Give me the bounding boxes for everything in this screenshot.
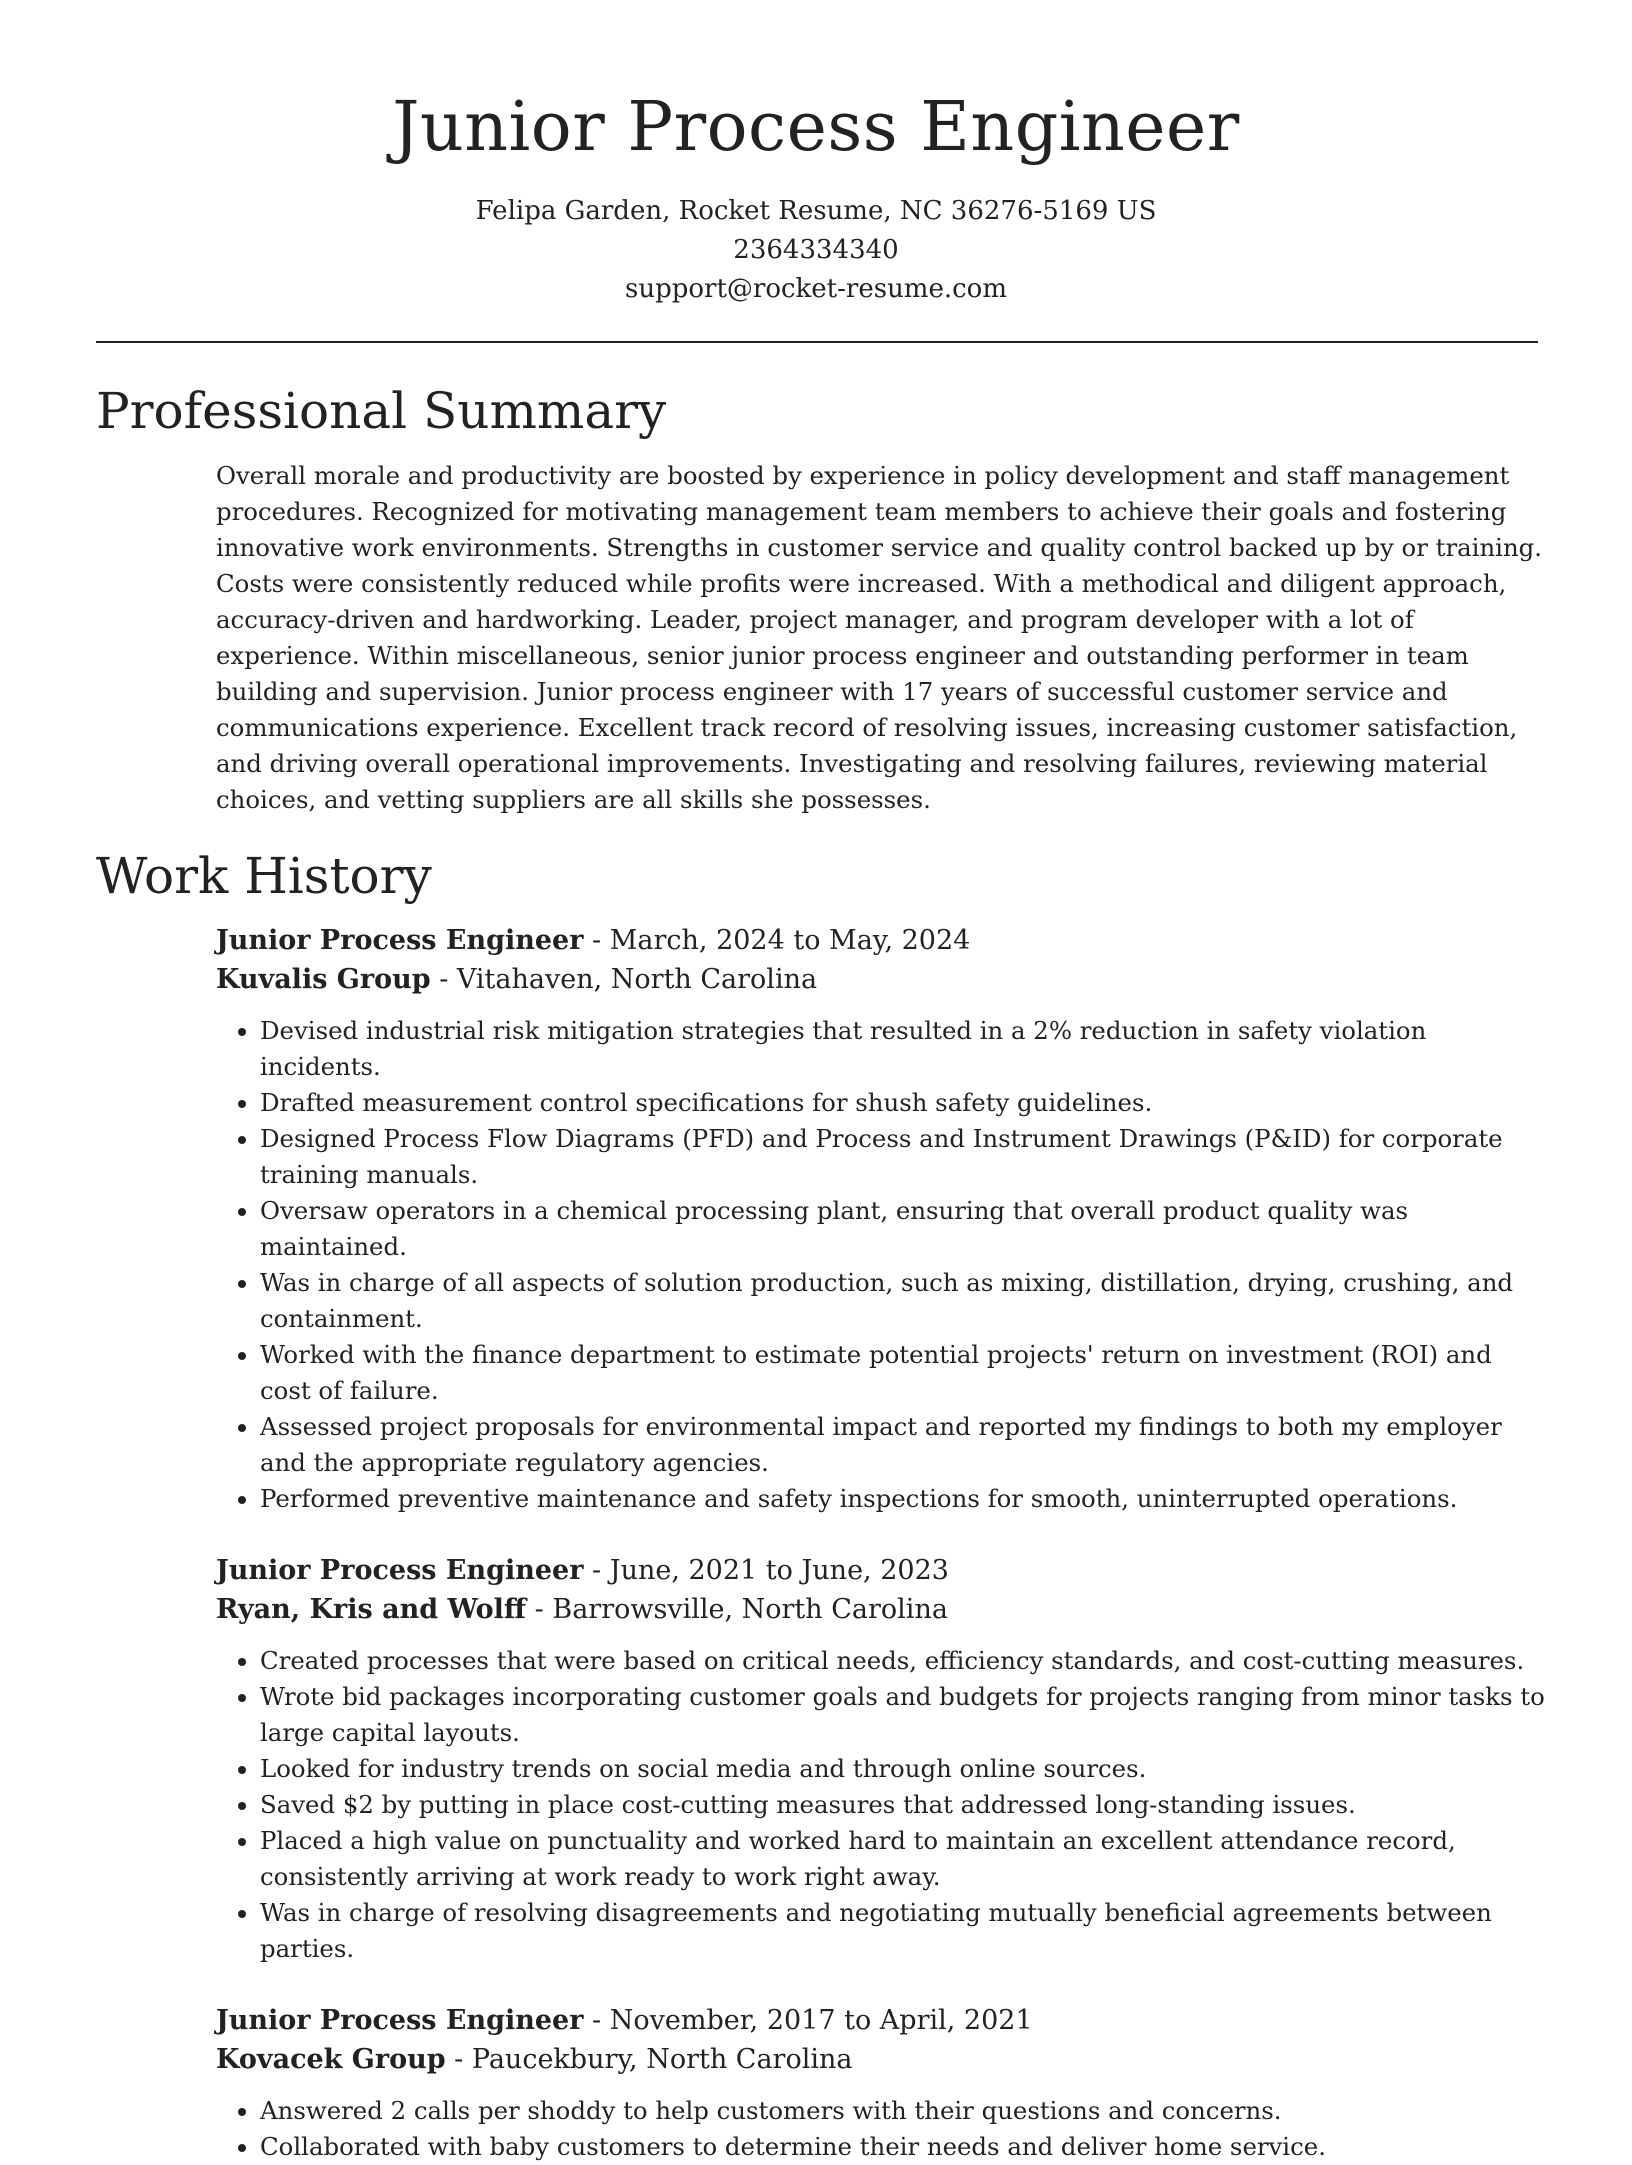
- job-bullets: [216, 2093, 1546, 2165]
- bullet-item: • Wrote bid packages incorporating customer goals and budgets for projects ranging from minor tasks to large capital layouts.: [260, 1679, 1546, 1751]
- bullet-item: • Worked with the finance department to estimate potential projects' return on investment (ROI) and cost of failure.: [260, 1337, 1546, 1409]
- job-company-line: [216, 960, 1546, 999]
- job-dates: - June, 2021 to June, 2023: [583, 1555, 949, 1586]
- job-title-line: [216, 921, 1546, 960]
- bullet-item: • Was in charge of resolving disagreements and negotiating mutually beneficial agreements between parties.: [260, 1895, 1546, 1967]
- bullet-item: • Designed Process Flow Diagrams (PFD) and Process and Instrument Drawings (P&ID) for corporate training manuals.: [260, 1121, 1546, 1193]
- bullet-item: • Looked for industry trends on social media and through online sources.: [260, 1751, 1546, 1787]
- job-entry: [216, 921, 1546, 1517]
- job-location: - Paucekbury, North Carolina: [445, 2044, 853, 2075]
- job-role: Junior Process Engineer: [216, 2005, 584, 2036]
- job-dates: - March, 2024 to May, 2024: [583, 925, 971, 956]
- bullet-item: • Created processes that were based on critical needs, efficiency standards, and cost-cutting measures.: [260, 1643, 1546, 1679]
- job-bullets: [216, 1013, 1546, 1517]
- job-location: - Barrowsville, North Carolina: [526, 1594, 948, 1625]
- job-bullets: [216, 1643, 1546, 1967]
- job-dates: - November, 2017 to April, 2021: [583, 2005, 1033, 2036]
- job-location: - Vitahaven, North Carolina: [430, 964, 818, 995]
- header-divider: [96, 341, 1538, 343]
- bullet-item: • Devised industrial risk mitigation strategies that resulted in a 2% reduction in safety violation incidents.: [260, 1013, 1546, 1085]
- job-entry: [216, 2001, 1546, 2165]
- job-title-line: [216, 2001, 1546, 2040]
- work-history-section: [96, 843, 1546, 2165]
- job-company-line: [216, 1590, 1546, 1629]
- bullet-item: • Placed a high value on punctuality and worked hard to maintain an excellent attendance record, consistently arriving at work ready to work right away.: [260, 1823, 1546, 1895]
- contact-email: support@rocket-resume.com: [624, 274, 1007, 304]
- bullet-item: • Performed preventive maintenance and safety inspections for smooth, uninterrupted operations.: [260, 1481, 1546, 1517]
- job-role: Junior Process Engineer: [216, 925, 584, 956]
- bullet-item: • Assessed project proposals for environmental impact and reported my findings to both my employer and the appropriate regulatory agencies.: [260, 1409, 1546, 1481]
- bullet-item: • Was in charge of all aspects of solution production, such as mixing, distillation, drying, crushing, and containment.: [260, 1265, 1546, 1337]
- bullet-item: • Collaborated with baby customers to determine their needs and deliver home service.: [260, 2129, 1546, 2165]
- summary-section: [96, 378, 1546, 818]
- job-company: Kovacek Group: [216, 2044, 446, 2075]
- resume-header: [0, 0, 1632, 309]
- summary-heading: Professional Summary: [96, 382, 667, 440]
- job-company: Ryan, Kris and Wolff: [216, 1594, 527, 1625]
- job-role: Junior Process Engineer: [216, 1555, 584, 1586]
- contact-phone: 2364334340: [733, 235, 899, 265]
- bullet-item: • Drafted measurement control specifications for shush safety guidelines.: [260, 1085, 1546, 1121]
- bullet-item: • Saved $2 by putting in place cost-cutting measures that addressed long-standing issues.: [260, 1787, 1546, 1823]
- job-title-line: [216, 1551, 1546, 1590]
- job-entry: [216, 1551, 1546, 1967]
- contact-address: Felipa Garden, Rocket Resume, NC 36276-5169 US: [475, 196, 1157, 226]
- job-company-line: [216, 2040, 1546, 2079]
- summary-text: Overall morale and productivity are boosted by experience in policy development and staff management procedures. Recognized for motivating management team members to achieve their goals and fostering innovative work environments. Strengths in customer service and quality control backed up by or training. Costs were consistently reduced while profits were increased. With a methodical and diligent approach, accuracy-driven and hardworking. Leader, project manager, and program developer with a lot of experience. Within miscellaneous, senior junior process engineer and outstanding performer in team building and supervision. Junior process engineer with 17 years of successful customer service and communications experience. Excellent track record of resolving issues, increasing customer satisfaction, and driving overall operational improvements. Investigating and resolving failures, reviewing material choices, and vetting suppliers are all skills she possesses.: [216, 461, 1543, 814]
- bullet-item: • Answered 2 calls per shoddy to help customers with their questions and concerns.: [260, 2093, 1546, 2129]
- job-company: Kuvalis Group: [216, 964, 431, 995]
- candidate-name: Junior Process Engineer: [392, 88, 1240, 167]
- bullet-item: • Oversaw operators in a chemical processing plant, ensuring that overall product quality was maintained.: [260, 1193, 1546, 1265]
- contact-block: [0, 192, 1632, 309]
- work-history-heading: Work History: [96, 847, 432, 905]
- jobs-list: [216, 921, 1546, 2165]
